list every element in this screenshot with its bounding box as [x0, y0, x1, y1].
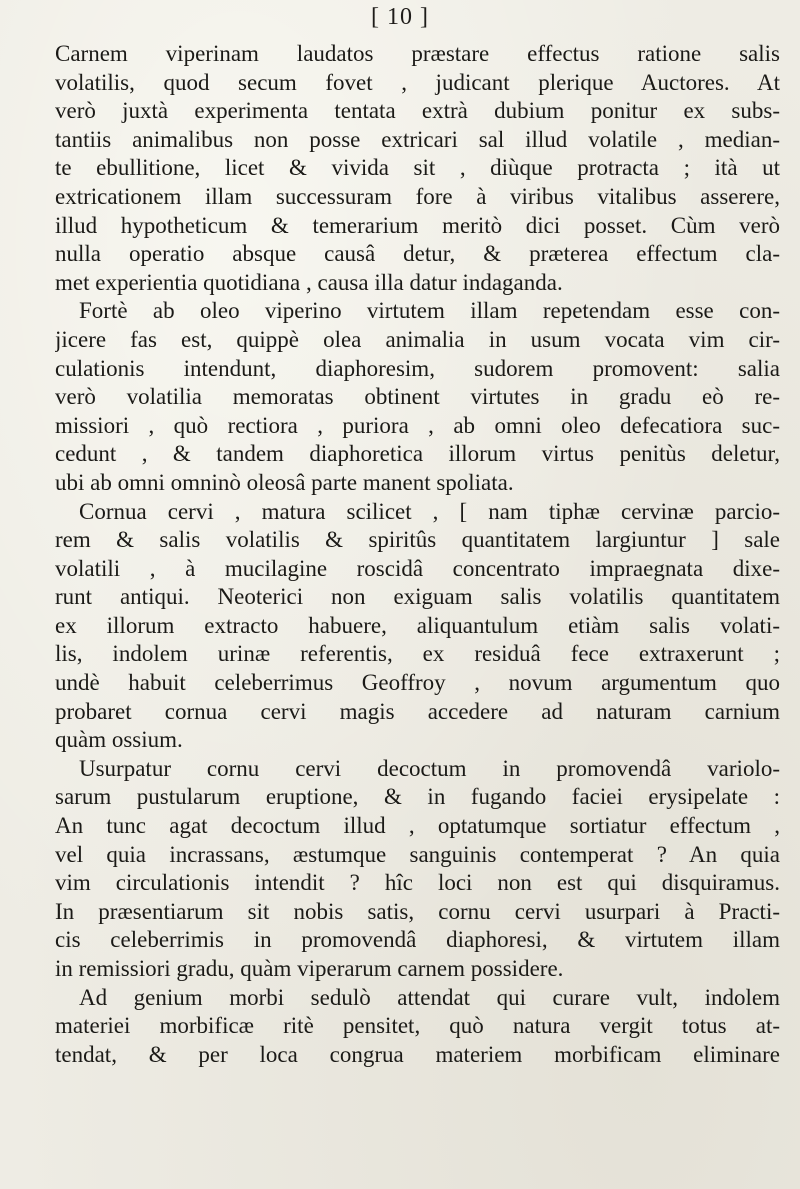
text-line: Cornua cervi , matura scilicet , [ nam tiphæ cervinæ parcio-: [79, 498, 780, 524]
paragraph: [55, 297, 780, 497]
text-line: vel quia incrassans, æstumque sanguinis contemperat ? An quia: [55, 841, 780, 867]
text-line: tantiis animalibus non posse extricari sal illud volatile , median-: [55, 126, 780, 152]
text-line: vim circulationis intendit ? hîc loci non est qui disquiramus.: [55, 870, 780, 896]
text-line: nulla operatio absque causâ detur, & præterea effectum cla-: [55, 241, 780, 267]
text-line: probaret cornua cervi magis accedere ad naturam carnium: [55, 698, 780, 724]
text-line: extricationem illam successuram fore à viribus vitalibus asserere,: [55, 183, 780, 209]
text-line: tendat, & per loca congrua materiem morbificam eliminare: [55, 1041, 780, 1067]
text-line: ubi ab omni omninò oleosâ parte manent spoliata.: [55, 469, 514, 495]
text-line: illud hypotheticum & temerarium meritò dici posset. Cùm verò: [55, 212, 780, 238]
text-line: volatilis, quod secum fovet , judicant plerique Auctores. At: [55, 69, 780, 95]
text-line: te ebullitione, licet & vivida sit , diùque protracta ; ità ut: [55, 155, 780, 181]
text-line: verò volatilia memoratas obtinent virtutes in gradu eò re-: [55, 384, 780, 410]
paragraph: [55, 755, 780, 984]
text-line: Fortè ab oleo viperino virtutem illam repetendam esse con-: [79, 298, 780, 324]
text-line: sarum pustularum eruptione, & in fugando faciei erysipelate :: [55, 784, 780, 810]
text-line: culationis intendunt, diaphoresim, sudorem promovent: salia: [55, 355, 780, 381]
text-line: Carnem viperinam laudatos præstare effectus ratione salis: [55, 41, 780, 66]
text-line: met experientia quotidiana , causa illa datur indaganda.: [55, 269, 563, 295]
text-line: Ad genium morbi sedulò attendat qui curare vult, indolem: [79, 984, 780, 1010]
text-line: cis celeberrimis in promovendâ diaphoresi, & virtutem illam: [55, 927, 780, 953]
text-line: cedunt , & tandem diaphoretica illorum virtus penitùs deletur,: [55, 441, 780, 467]
text-line: undè habuit celeberrimus Geoffroy , novum argumentum quo: [55, 670, 780, 696]
paragraph: [55, 40, 780, 297]
body-text: [55, 40, 780, 1069]
text-line: volatili , à mucilagine roscidâ concentrato impraegnata dixe-: [55, 555, 780, 581]
text-line: quàm ossium.: [55, 727, 183, 753]
paragraph: [55, 984, 780, 1070]
text-line: ex illorum extracto habuere, aliquantulum etiàm salis volati-: [55, 612, 780, 638]
text-line: verò juxtà experimenta tentata extrà dubium ponitur ex subs-: [55, 98, 780, 124]
text-line: materiei morbificæ ritè pensitet, quò natura vergit totus at-: [55, 1013, 780, 1039]
paragraph: [55, 498, 780, 755]
text-line: In præsentiarum sit nobis satis, cornu cervi usurpari à Practi-: [55, 898, 780, 924]
text-line: An tunc agat decoctum illud , optatumque sortiatur effectum ,: [55, 813, 780, 839]
text-line: jicere fas est, quippè olea animalia in usum vocata vim cir-: [55, 326, 780, 352]
text-line: in remissiori gradu, quàm viperarum carnem possidere.: [55, 956, 564, 981]
text-line: lis, indolem urinæ referentis, ex residuâ fece extraxerunt ;: [55, 641, 780, 667]
text-line: runt antiqui. Neoterici non exiguam salis volatilis quantitatem: [55, 584, 780, 610]
text-line: missiori , quò rectiora , puriora , ab omni oleo defecatiora suc-: [55, 412, 780, 438]
text-line: Usurpatur cornu cervi decoctum in promovendâ variolo-: [79, 755, 780, 781]
page-number: [ 10 ]: [371, 4, 429, 30]
text-line: rem & salis volatilis & spiritûs quantitatem largiuntur ] sale: [55, 527, 780, 553]
